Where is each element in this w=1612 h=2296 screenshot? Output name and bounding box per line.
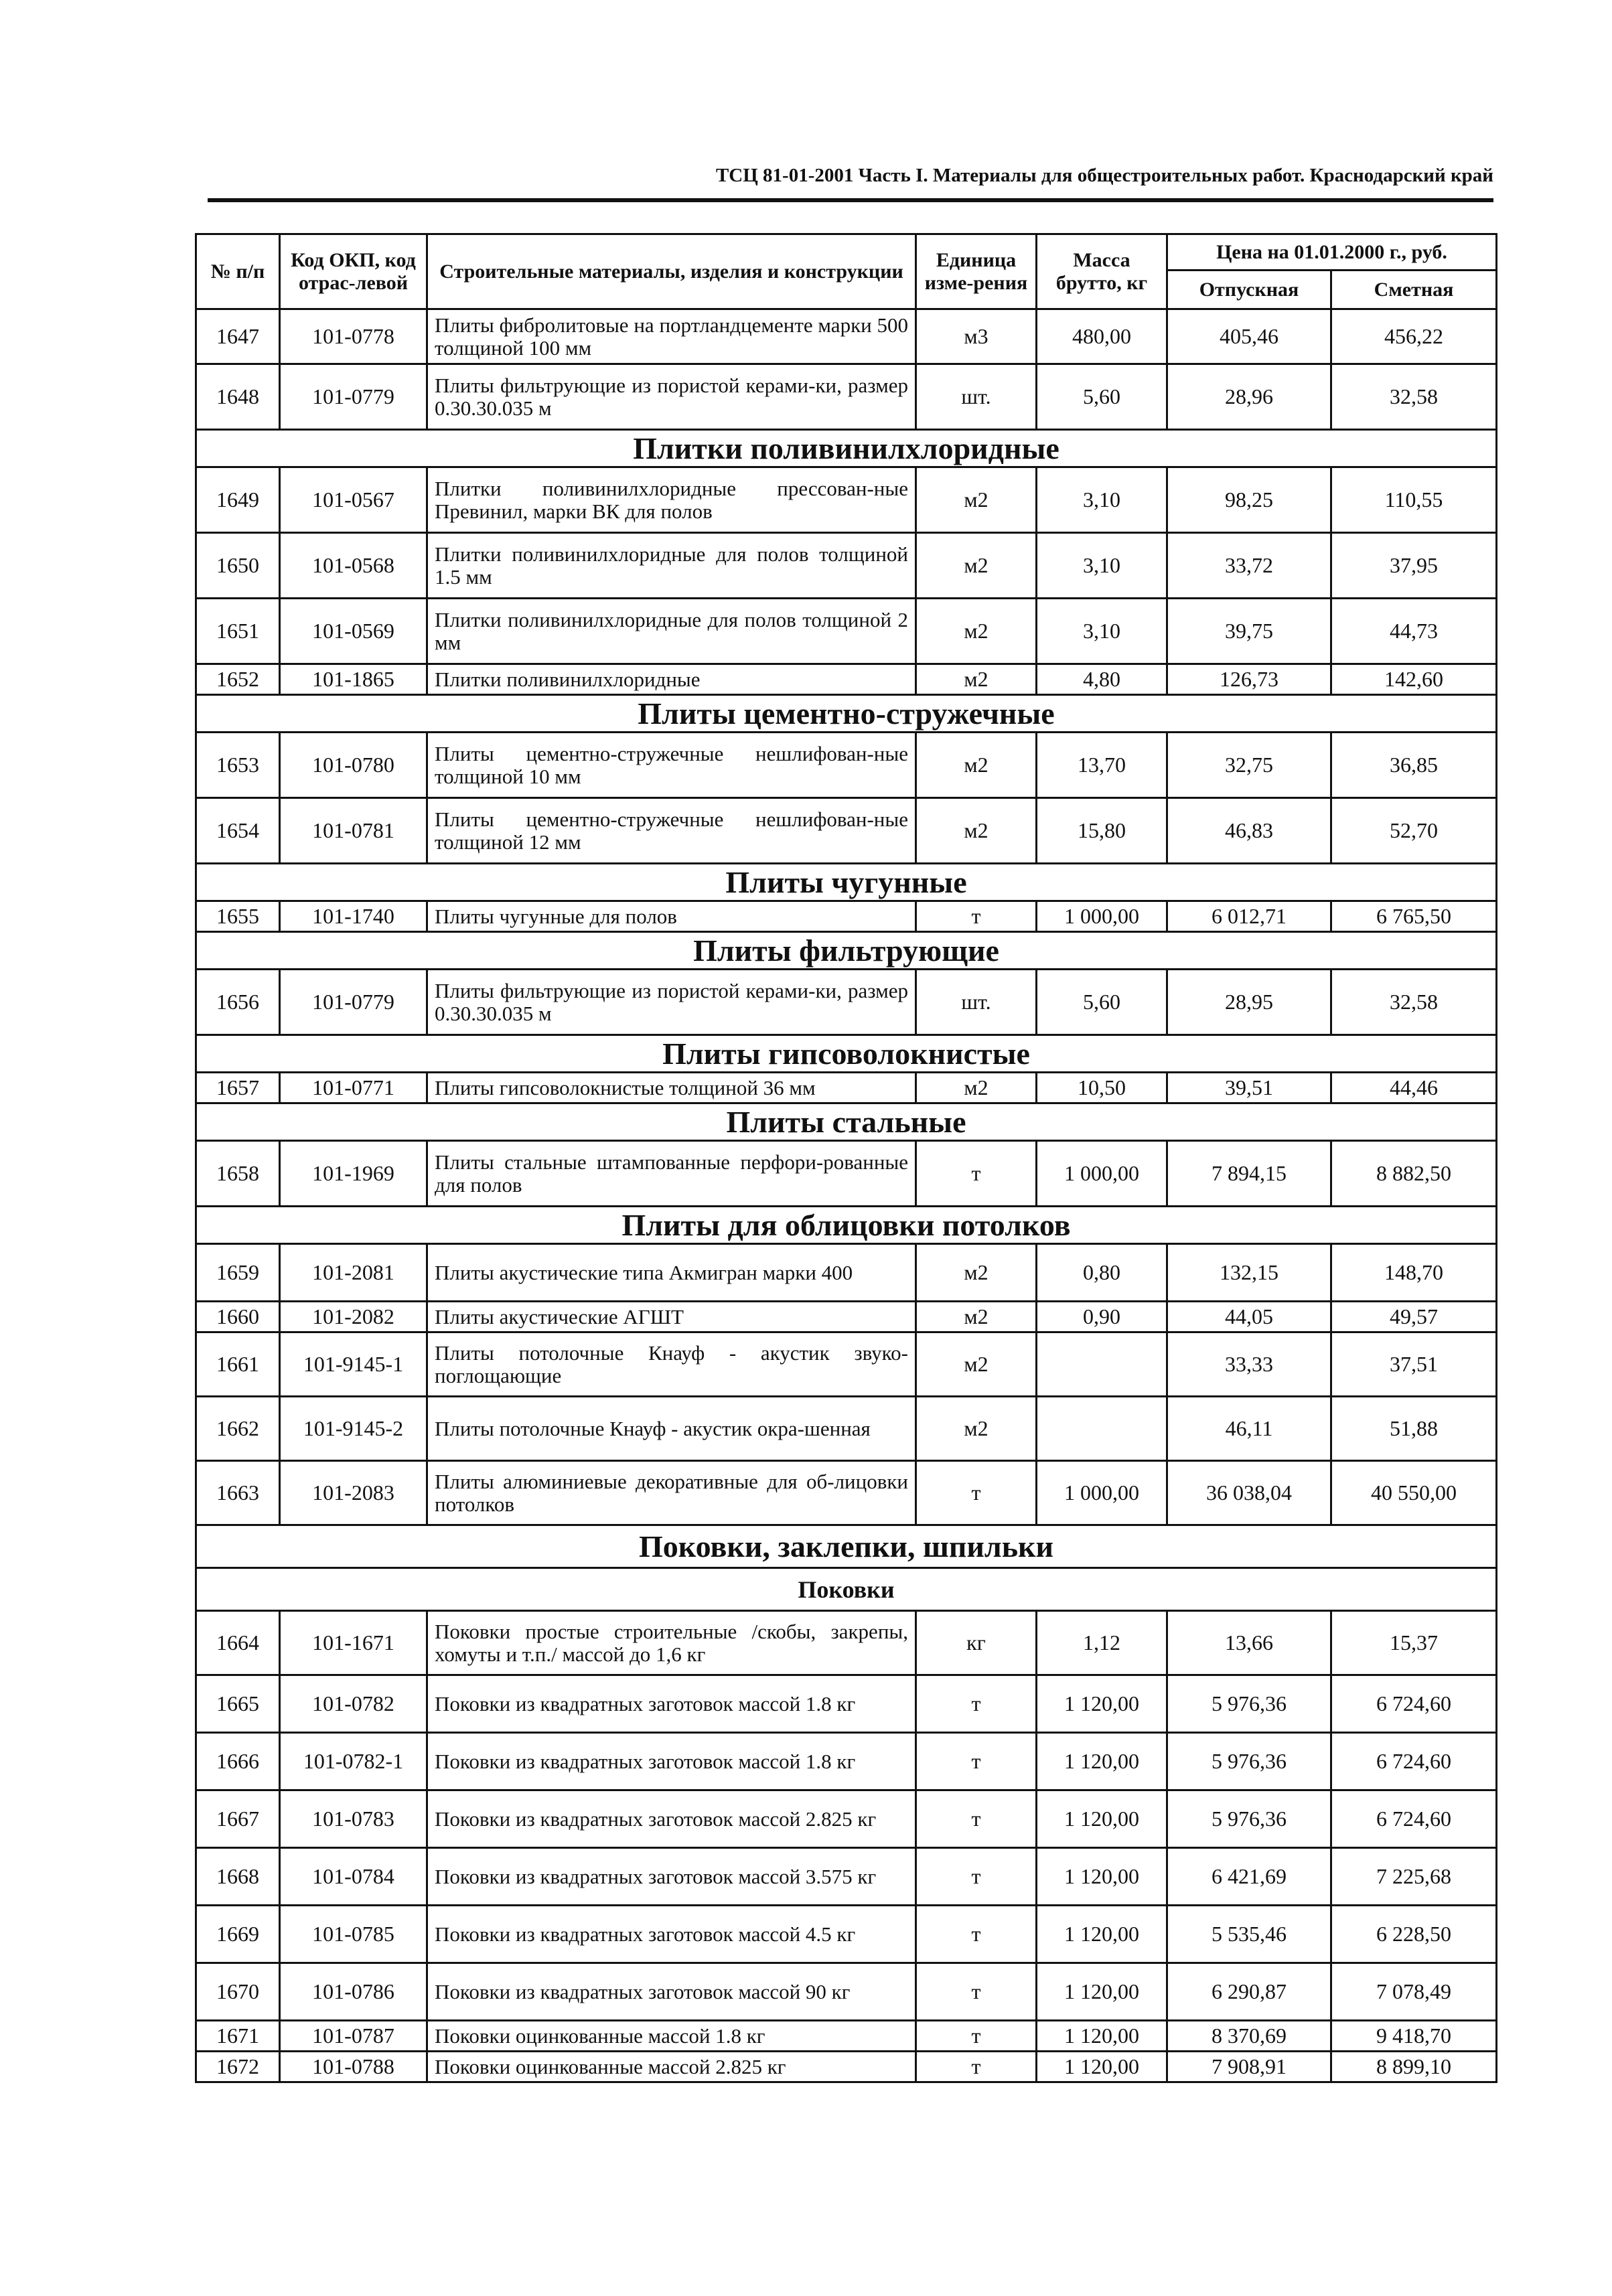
cell-mass: 1 120,00: [1037, 1790, 1167, 1848]
table-row: [196, 1790, 1497, 1848]
cell-release-price: 5 976,36: [1167, 1790, 1331, 1848]
section-title: Плитки поливинилхлоридные: [196, 430, 1497, 467]
cell-code: 101-0786: [280, 1963, 427, 2021]
table-row: [196, 533, 1497, 599]
cell-unit: т: [916, 1848, 1037, 1906]
cell-mass: 15,80: [1037, 798, 1167, 864]
cell-estimate-price: 32,58: [1331, 970, 1497, 1035]
cell-mass: 13,70: [1037, 733, 1167, 798]
cell-mass: 1 000,00: [1037, 1141, 1167, 1207]
cell-num: 1669: [196, 1906, 280, 1963]
cell-unit: т: [916, 2052, 1037, 2082]
cell-estimate-price: 49,57: [1331, 1302, 1497, 1332]
cell-mass: 1 000,00: [1037, 1461, 1167, 1525]
col-header-mass: Масса брутто, кг: [1037, 234, 1167, 309]
cell-description: Плиты акустические типа Акмигран марки 400: [427, 1244, 916, 1302]
cell-description: Плиты потолочные Кнауф - акустик окра-шенная: [427, 1397, 916, 1461]
cell-unit: м2: [916, 599, 1037, 664]
cell-description: Плиты гипсоволокнистые толщиной 36 мм: [427, 1073, 916, 1103]
cell-unit: т: [916, 1906, 1037, 1963]
table-row: [196, 1141, 1497, 1207]
table-row: [196, 1963, 1497, 2021]
cell-release-price: 126,73: [1167, 664, 1331, 695]
cell-unit: кг: [916, 1611, 1037, 1675]
cell-code: 101-0567: [280, 467, 427, 533]
materials-table: [195, 233, 1497, 2083]
table-row: [196, 1906, 1497, 1963]
section-row: [196, 430, 1497, 467]
cell-release-price: 405,46: [1167, 309, 1331, 364]
cell-description: Плиты фибролитовые на портландцементе марки 500 толщиной 100 мм: [427, 309, 916, 364]
cell-unit: м2: [916, 664, 1037, 695]
table-row: [196, 364, 1497, 430]
cell-description: Поковки из квадратных заготовок массой 1.8 кг: [427, 1675, 916, 1733]
cell-release-price: 13,66: [1167, 1611, 1331, 1675]
table-row: [196, 1611, 1497, 1675]
cell-code: 101-2081: [280, 1244, 427, 1302]
cell-release-price: 33,33: [1167, 1332, 1331, 1397]
cell-code: 101-0771: [280, 1073, 427, 1103]
cell-code: 101-0788: [280, 2052, 427, 2082]
col-header-num: № п/п: [196, 234, 280, 309]
table-row: [196, 798, 1497, 864]
header-rule: [208, 198, 1493, 202]
cell-estimate-price: 7 078,49: [1331, 1963, 1497, 2021]
section-title: Плиты чугунные: [196, 864, 1497, 901]
cell-code: 101-0780: [280, 733, 427, 798]
cell-num: 1656: [196, 970, 280, 1035]
table-row: [196, 309, 1497, 364]
cell-estimate-price: 44,73: [1331, 599, 1497, 664]
page-header: ТСЦ 81-01-2001 Часть I. Материалы для общестроительных работ. Краснодарский край: [715, 165, 1493, 186]
cell-num: 1647: [196, 309, 280, 364]
cell-release-price: 46,83: [1167, 798, 1331, 864]
table-row: [196, 1461, 1497, 1525]
section-title: Плиты фильтрующие: [196, 932, 1497, 970]
cell-mass: 1 120,00: [1037, 2021, 1167, 2052]
cell-estimate-price: 142,60: [1331, 664, 1497, 695]
cell-release-price: 98,25: [1167, 467, 1331, 533]
cell-code: 101-9145-2: [280, 1397, 427, 1461]
cell-estimate-price: 52,70: [1331, 798, 1497, 864]
cell-unit: т: [916, 1733, 1037, 1790]
cell-release-price: 39,75: [1167, 599, 1331, 664]
cell-num: 1665: [196, 1675, 280, 1733]
cell-num: 1658: [196, 1141, 280, 1207]
section-row: [196, 1207, 1497, 1244]
cell-unit: м2: [916, 1302, 1037, 1332]
cell-mass: 1 120,00: [1037, 1733, 1167, 1790]
cell-unit: т: [916, 1141, 1037, 1207]
table-row: [196, 2021, 1497, 2052]
cell-num: 1653: [196, 733, 280, 798]
cell-mass: [1037, 1332, 1167, 1397]
cell-estimate-price: 6 228,50: [1331, 1906, 1497, 1963]
cell-description: Плиты цементно-стружечные нешлифован-ные толщиной 10 мм: [427, 733, 916, 798]
col-header-estimate: Сметная: [1331, 271, 1497, 309]
col-header-unit: Единица изме-рения: [916, 234, 1037, 309]
cell-code: 101-2083: [280, 1461, 427, 1525]
cell-estimate-price: 6 724,60: [1331, 1733, 1497, 1790]
cell-release-price: 39,51: [1167, 1073, 1331, 1103]
cell-description: Плитки поливинилхлоридные для полов толщиной 2 мм: [427, 599, 916, 664]
cell-num: 1671: [196, 2021, 280, 2052]
section-title: Плиты гипсоволокнистые: [196, 1035, 1497, 1073]
cell-code: 101-1865: [280, 664, 427, 695]
cell-estimate-price: 6 724,60: [1331, 1675, 1497, 1733]
cell-code: 101-2082: [280, 1302, 427, 1332]
cell-code: 101-0568: [280, 533, 427, 599]
cell-num: 1659: [196, 1244, 280, 1302]
cell-unit: т: [916, 1461, 1037, 1525]
cell-description: Поковки из квадратных заготовок массой 1.8 кг: [427, 1733, 916, 1790]
cell-description: Плиты алюминиевые декоративные для об-лицовки потолков: [427, 1461, 916, 1525]
cell-release-price: 132,15: [1167, 1244, 1331, 1302]
cell-description: Плитки поливинилхлоридные прессован-ные Превинил, марки ВК для полов: [427, 467, 916, 533]
cell-code: 101-0779: [280, 364, 427, 430]
cell-estimate-price: 148,70: [1331, 1244, 1497, 1302]
table-row: [196, 1848, 1497, 1906]
table-row: [196, 1397, 1497, 1461]
section-title: Плиты для облицовки потолков: [196, 1207, 1497, 1244]
cell-estimate-price: 44,46: [1331, 1073, 1497, 1103]
cell-estimate-price: 37,51: [1331, 1332, 1497, 1397]
table-row: [196, 1733, 1497, 1790]
cell-estimate-price: 8 899,10: [1331, 2052, 1497, 2082]
cell-num: 1654: [196, 798, 280, 864]
cell-description: Плиты чугунные для полов: [427, 901, 916, 932]
cell-num: 1649: [196, 467, 280, 533]
cell-code: 101-0787: [280, 2021, 427, 2052]
cell-estimate-price: 6 724,60: [1331, 1790, 1497, 1848]
table-row: [196, 1332, 1497, 1397]
table-row: [196, 1675, 1497, 1733]
cell-code: 101-1671: [280, 1611, 427, 1675]
section-row: [196, 695, 1497, 733]
cell-unit: м2: [916, 798, 1037, 864]
cell-mass: 3,10: [1037, 533, 1167, 599]
cell-code: 101-0569: [280, 599, 427, 664]
cell-mass: 1 120,00: [1037, 1906, 1167, 1963]
cell-release-price: 5 976,36: [1167, 1733, 1331, 1790]
cell-mass: 4,80: [1037, 664, 1167, 695]
cell-num: 1661: [196, 1332, 280, 1397]
cell-num: 1655: [196, 901, 280, 932]
cell-description: Плиты цементно-стружечные нешлифован-ные толщиной 12 мм: [427, 798, 916, 864]
col-header-code: Код ОКП, код отрас-левой: [280, 234, 427, 309]
cell-code: 101-0781: [280, 798, 427, 864]
cell-code: 101-0782-1: [280, 1733, 427, 1790]
table-row: [196, 1073, 1497, 1103]
cell-unit: т: [916, 1675, 1037, 1733]
cell-description: Поковки из квадратных заготовок массой 4.5 кг: [427, 1906, 916, 1963]
cell-estimate-price: 32,58: [1331, 364, 1497, 430]
cell-description: Плиты потолочные Кнауф - акустик звуко-поглощающие: [427, 1332, 916, 1397]
cell-release-price: 36 038,04: [1167, 1461, 1331, 1525]
cell-release-price: 32,75: [1167, 733, 1331, 798]
cell-num: 1660: [196, 1302, 280, 1332]
cell-mass: 1 000,00: [1037, 901, 1167, 932]
cell-estimate-price: 9 418,70: [1331, 2021, 1497, 2052]
table-row: [196, 664, 1497, 695]
cell-unit: м2: [916, 1244, 1037, 1302]
cell-release-price: 28,96: [1167, 364, 1331, 430]
cell-release-price: 6 421,69: [1167, 1848, 1331, 1906]
cell-num: 1657: [196, 1073, 280, 1103]
cell-unit: шт.: [916, 970, 1037, 1035]
cell-mass: 1 120,00: [1037, 1675, 1167, 1733]
cell-release-price: 5 535,46: [1167, 1906, 1331, 1963]
table-body: [196, 309, 1497, 2082]
cell-code: 101-9145-1: [280, 1332, 427, 1397]
cell-code: 101-1969: [280, 1141, 427, 1207]
table-row: [196, 2052, 1497, 2082]
cell-mass: 3,10: [1037, 467, 1167, 533]
section-row: [196, 1525, 1497, 1568]
col-header-material: Строительные материалы, изделия и конструкции: [427, 234, 916, 309]
cell-code: 101-0782: [280, 1675, 427, 1733]
cell-code: 101-1740: [280, 901, 427, 932]
cell-estimate-price: 8 882,50: [1331, 1141, 1497, 1207]
cell-estimate-price: 51,88: [1331, 1397, 1497, 1461]
cell-num: 1651: [196, 599, 280, 664]
cell-num: 1667: [196, 1790, 280, 1848]
cell-description: Поковки из квадратных заготовок массой 90 кг: [427, 1963, 916, 2021]
cell-unit: т: [916, 901, 1037, 932]
table-row: [196, 733, 1497, 798]
cell-mass: 1 120,00: [1037, 1848, 1167, 1906]
cell-unit: м3: [916, 309, 1037, 364]
cell-code: 101-0778: [280, 309, 427, 364]
cell-release-price: 44,05: [1167, 1302, 1331, 1332]
cell-estimate-price: 110,55: [1331, 467, 1497, 533]
cell-code: 101-0784: [280, 1848, 427, 1906]
cell-code: 101-0785: [280, 1906, 427, 1963]
cell-description: Плиты акустические АГШТ: [427, 1302, 916, 1332]
cell-mass: 10,50: [1037, 1073, 1167, 1103]
cell-unit: м2: [916, 1332, 1037, 1397]
cell-description: Плиты фильтрующие из пористой керами-ки, размер 0.30.30.035 м: [427, 970, 916, 1035]
col-header-release: Отпускная: [1167, 271, 1331, 309]
cell-num: 1668: [196, 1848, 280, 1906]
cell-description: Плиты стальные штампованные перфори-рованные для полов: [427, 1141, 916, 1207]
cell-estimate-price: 7 225,68: [1331, 1848, 1497, 1906]
cell-release-price: 7 908,91: [1167, 2052, 1331, 2082]
cell-unit: т: [916, 1790, 1037, 1848]
cell-mass: 5,60: [1037, 364, 1167, 430]
cell-unit: т: [916, 1963, 1037, 2021]
cell-num: 1664: [196, 1611, 280, 1675]
table-row: [196, 599, 1497, 664]
cell-unit: м2: [916, 733, 1037, 798]
cell-description: Плитки поливинилхлоридные: [427, 664, 916, 695]
cell-estimate-price: 37,95: [1331, 533, 1497, 599]
cell-release-price: 46,11: [1167, 1397, 1331, 1461]
section-title: Поковки, заклепки, шпильки: [196, 1525, 1497, 1568]
subsection-row: [196, 1568, 1497, 1611]
cell-estimate-price: 6 765,50: [1331, 901, 1497, 932]
cell-release-price: 6 290,87: [1167, 1963, 1331, 2021]
cell-mass: 1,12: [1037, 1611, 1167, 1675]
cell-unit: м2: [916, 1073, 1037, 1103]
cell-release-price: 8 370,69: [1167, 2021, 1331, 2052]
section-title: Плиты стальные: [196, 1103, 1497, 1141]
subsection-title: Поковки: [196, 1568, 1497, 1611]
cell-release-price: 5 976,36: [1167, 1675, 1331, 1733]
cell-release-price: 7 894,15: [1167, 1141, 1331, 1207]
cell-description: Поковки из квадратных заготовок массой 2.825 кг: [427, 1790, 916, 1848]
table-row: [196, 467, 1497, 533]
cell-code: 101-0779: [280, 970, 427, 1035]
cell-mass: 1 120,00: [1037, 1963, 1167, 2021]
col-header-price-group: Цена на 01.01.2000 г., руб.: [1167, 234, 1497, 271]
cell-mass: 5,60: [1037, 970, 1167, 1035]
cell-unit: м2: [916, 533, 1037, 599]
cell-description: Поковки простые строительные /скобы, закрепы, хомуты и т.п./ массой до 1,6 кг: [427, 1611, 916, 1675]
cell-release-price: 28,95: [1167, 970, 1331, 1035]
cell-mass: 0,90: [1037, 1302, 1167, 1332]
table-row: [196, 1302, 1497, 1332]
cell-num: 1663: [196, 1461, 280, 1525]
section-title: Плиты цементно-стружечные: [196, 695, 1497, 733]
cell-description: Поковки оцинкованные массой 2.825 кг: [427, 2052, 916, 2082]
cell-mass: 3,10: [1037, 599, 1167, 664]
section-row: [196, 1103, 1497, 1141]
cell-release-price: 33,72: [1167, 533, 1331, 599]
cell-num: 1666: [196, 1733, 280, 1790]
cell-estimate-price: 36,85: [1331, 733, 1497, 798]
cell-estimate-price: 40 550,00: [1331, 1461, 1497, 1525]
cell-unit: шт.: [916, 364, 1037, 430]
cell-unit: м2: [916, 467, 1037, 533]
cell-release-price: 6 012,71: [1167, 901, 1331, 932]
cell-description: Плитки поливинилхлоридные для полов толщиной 1.5 мм: [427, 533, 916, 599]
section-row: [196, 864, 1497, 901]
cell-mass: [1037, 1397, 1167, 1461]
cell-num: 1652: [196, 664, 280, 695]
section-row: [196, 932, 1497, 970]
cell-code: 101-0783: [280, 1790, 427, 1848]
cell-description: Плиты фильтрующие из пористой керами-ки, размер 0.30.30.035 м: [427, 364, 916, 430]
cell-mass: 1 120,00: [1037, 2052, 1167, 2082]
cell-mass: 0,80: [1037, 1244, 1167, 1302]
cell-num: 1670: [196, 1963, 280, 2021]
cell-estimate-price: 456,22: [1331, 309, 1497, 364]
table-header-row: [196, 234, 1497, 271]
cell-description: Поковки оцинкованные массой 1.8 кг: [427, 2021, 916, 2052]
section-row: [196, 1035, 1497, 1073]
cell-num: 1648: [196, 364, 280, 430]
table-row: [196, 1244, 1497, 1302]
cell-unit: т: [916, 2021, 1037, 2052]
cell-num: 1662: [196, 1397, 280, 1461]
table-row: [196, 901, 1497, 932]
cell-num: 1672: [196, 2052, 280, 2082]
cell-num: 1650: [196, 533, 280, 599]
cell-unit: м2: [916, 1397, 1037, 1461]
cell-estimate-price: 15,37: [1331, 1611, 1497, 1675]
cell-mass: 480,00: [1037, 309, 1167, 364]
cell-description: Поковки из квадратных заготовок массой 3.575 кг: [427, 1848, 916, 1906]
table-row: [196, 970, 1497, 1035]
